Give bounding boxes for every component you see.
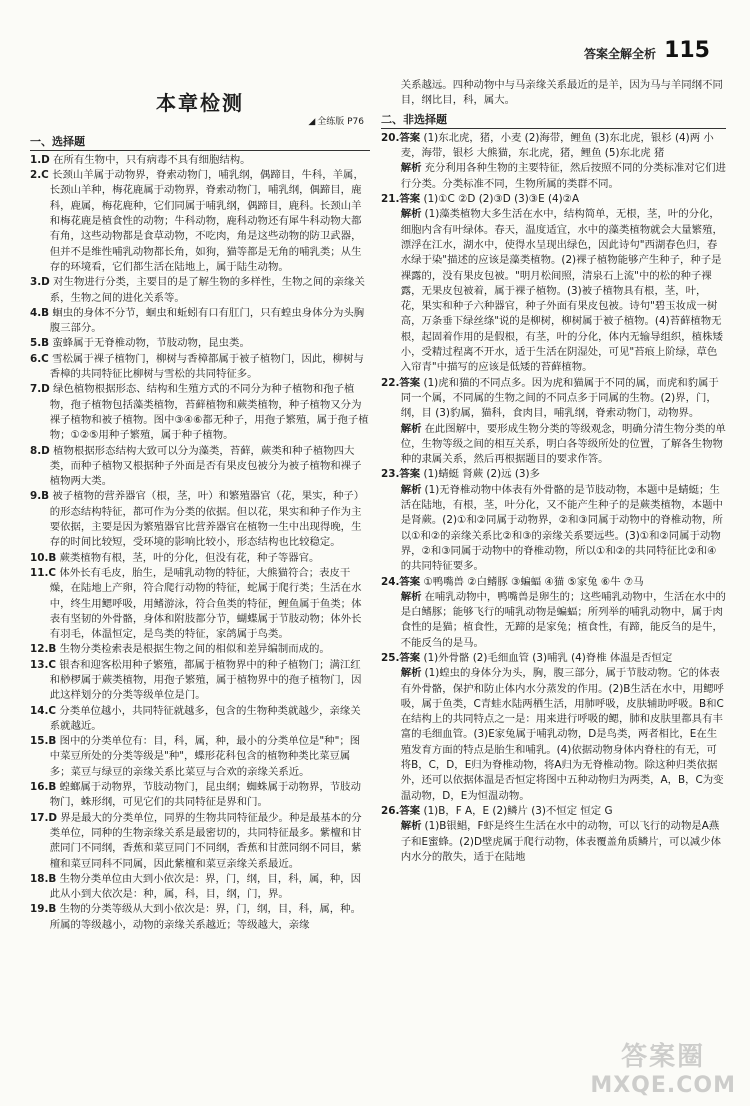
answer-label: 答案 — [399, 193, 421, 206]
choice-explanation: 长颈山羊属于动物界，脊索动物门，哺乳纲，偶蹄目，牛科，羊属，长颈山羊种，梅花鹿属于动物界，脊索动物门，哺乳纲，偶蹄目，鹿科，鹿属，梅花鹿种，它们同属于哺乳纲，偶蹄目，鹿科。长颈山羊和梅花鹿是植食性的动物；牛科动物，鹿科动物还有犀牛科动物大都有角，这些动物都是食草动物，不吃肉，角是这些动物的防卫武器，但并不是维性哺乳动物都长角，如狗，猫等都是无角的哺乳类；从生存的环境看，它们都生活在陆地上，属于陆生动物。 — [49, 169, 364, 273]
question-q22 — [381, 376, 726, 468]
question-number: 26. — [381, 804, 400, 817]
choice-item — [30, 275, 370, 306]
explanation-line — [381, 161, 726, 192]
nonchoice-list — [381, 131, 726, 865]
answer-label: 答案 — [399, 468, 421, 481]
choice-item — [30, 658, 370, 704]
question-q24 — [381, 575, 726, 651]
choice-answer: 18.B — [30, 872, 57, 885]
explanation-text: 充分利用各种生物的主要特征，然后按照不同的分类标准对它们进行分类。分类标准不同，生物所属的类群不同。 — [400, 162, 726, 190]
choice-item — [30, 336, 370, 351]
choice-answer: 15.B — [30, 735, 57, 748]
choice-item — [30, 780, 370, 811]
answer-line — [381, 651, 726, 666]
answer-line — [381, 804, 726, 819]
question-number: 23. — [381, 468, 400, 481]
choice-answer: 9.B — [30, 490, 50, 503]
question-q21 — [381, 192, 726, 376]
answer-label: 答案 — [399, 575, 421, 588]
question-q23 — [381, 467, 726, 574]
question-number: 24. — [381, 575, 400, 588]
choice-explanation: 雪松属于裸子植物门，柳树与香樟都属于被子植物门，因此，柳树与香樟的共同特征比柳树与雪松的共同特征多。 — [49, 352, 364, 381]
choice-answer: 19.B — [30, 903, 57, 916]
choice-list — [30, 153, 370, 933]
explanation-text: 在此图解中，要形成生物分类的等级观念，明确分清生物分类的单位，生物等级之间的相互关系，明白各等级所处的位置，了解各生物物种的隶属关系，然后再根据题目的要求作答。 — [400, 422, 726, 466]
answer-line — [381, 192, 726, 207]
answer-line — [381, 131, 726, 162]
explanation-label: 解析 — [400, 162, 422, 175]
explanation-text: (1)无脊椎动物中体表有外骨骼的是节肢动物，本题中是蜻蜓；生活在陆地，有根，茎，叶分化，又不能产生种子的是蕨类植物，本题中是肾蕨。(2)①和②同属于动物界，②和③同属于动物中的脊椎动物，所以①和②的亲缘关系比②和③的亲缘关系要远些。(3)①和②同属于动物界，②和③同属于动物中的脊椎动物，所以①和②的共同特征比②和④的共同特征要多。 — [400, 483, 723, 573]
choice-answer: 3.D — [30, 276, 50, 289]
explanation-text: 在哺乳动物中，鸭嘴兽是卵生的；这些哺乳动物中，生活在水中的是白鳍豚；能够飞行的哺乳动物是蝙蝠；所列举的哺乳动物中，属于肉食性的是猫；植食性，无蹄的是家兔；植食性，有蹄，能反刍的是牛，不能反刍的是马。 — [400, 590, 726, 649]
question-q26 — [381, 804, 726, 865]
question-number: 21. — [381, 193, 400, 206]
choice-answer: 13.C — [30, 658, 57, 671]
explanation-text: (1)B银鲳，F虾是终生生活在水中的动物，可以飞行的动物是A燕子和E蜜蜂。(2)D壁虎属于爬行动物，体表覆盖角质鳞片，可以减少体内水分的散失，适于在陆地 — [400, 820, 721, 863]
watermark-logo — [590, 1036, 736, 1098]
explanation-label: 解析 — [400, 820, 422, 833]
answer-label: 答案 — [399, 804, 421, 817]
choice-item — [30, 168, 370, 275]
answer-text: (1)虎和猫的不同点多。因为虎和猫属于不同的属，而虎和豹属于同一个属，不同属的生物之间的不同点多于同属的生物。(2)界，门，纲，目 (3)豹属，猫科，食肉目，哺乳纲，脊索动物门，动物界。 — [400, 376, 719, 420]
explanation-label: 解析 — [400, 483, 422, 496]
explanation-line — [381, 422, 726, 468]
explanation-line — [381, 483, 726, 575]
question-number: 22. — [381, 376, 400, 389]
answer-text: (1)B，F A，E (2)鳞片 (3)不恒定 恒定 G — [423, 804, 613, 817]
choice-explanation: 银杏和迎客松用种子繁殖，都属于植物界中的种子植物门；满江红和桫椤属于蕨类植物，用孢子繁殖，属于植物界中的孢子植物门，因此这样划分的分类等级单位是门。 — [49, 658, 362, 702]
choice-answer: 1.D — [30, 153, 50, 166]
answer-line — [381, 575, 726, 590]
answer-label: 答案 — [399, 651, 421, 664]
choice-item — [30, 734, 370, 780]
explanation-text: (1)蝗虫的身体分为头，胸，腹三部分，属于节肢动物。它的体表有外骨骼，保护和防止体内水分蒸发的作用。(2)B生活在水中，用鳃呼吸，属于鱼类，C青蛙水陆两栖生活，用肺呼吸，皮肤辅助呼吸。B和C在结构上的共同特点之一是：用来进行呼吸的鳃，肺和皮肤里都具有丰富的毛细血管。(3)E家兔属于哺乳动物，D是鸟类，两者相比，E在生殖发育方面的特点是胎生和哺乳。(4)依据动物身体内脊柱的有无，可将B，C，D，E归为脊椎动物，将A归为无脊椎动物。除这种归类依据外，还可以依据体温是否恒定将图中五种动物归为两类，A，B，C为变温动物，D，E为恒温动物。 — [400, 667, 724, 802]
continued-text: 关系越远。四种动物中与马亲缘关系最近的是羊，因为马与羊同纲不同目，纲比目，科，属大。 — [400, 79, 723, 107]
choice-answer: 16.B — [30, 781, 57, 794]
question-number: 25. — [381, 651, 400, 664]
watermark-line1: 答案圈 — [621, 1042, 706, 1072]
answer-text: (1)①C ②D (2)③D (3)③E (4)②A — [423, 193, 580, 206]
choice-answer: 7.D — [30, 383, 50, 396]
page-number: 115 — [664, 38, 710, 63]
answer-text: (1)蜻蜓 肾蕨 (2)远 (3)多 — [423, 468, 540, 481]
choice-item — [30, 704, 370, 735]
explanation-line — [381, 819, 726, 865]
answer-line — [381, 376, 726, 422]
choice-explanation: 对生物进行分类，主要目的是了解生物的多样性，生物之间的亲缘关系，生物之间的进化关系等。 — [49, 276, 365, 304]
answer-text: (1)外骨骼 (2)毛细血管 (3)哺乳 (4)脊椎 体温是否恒定 — [423, 651, 673, 664]
choice-item — [30, 489, 370, 550]
choice-answer: 14.C — [30, 704, 57, 717]
question-q20 — [381, 131, 726, 192]
watermark-line2: MXQE.COM — [590, 1073, 736, 1098]
choice-item — [30, 902, 370, 933]
pencil-arrow-icon: ◢ — [308, 117, 316, 128]
header-label: 答案全解全析 — [584, 47, 657, 61]
choice-item — [30, 153, 370, 168]
choice-explanation: 界是最大的分类单位，同界的生物共同特征最少。种是最基本的分类单位，同种的生物亲缘关系是最密切的，共同特征最多。紫檀和甘蔗同门不同纲，香蕉和菜豆同门不同纲，香蕉和甘蔗同纲不同目，紫檀和菜豆同科不同属，因此紫檀和菜豆亲缘关系最近。 — [49, 811, 362, 870]
choice-explanation: 蕨类植物有根，茎，叶的分化，但没有花，种子等器官。 — [59, 551, 320, 564]
answer-label: 答案 — [399, 131, 421, 144]
choice-item — [30, 382, 370, 443]
choice-item — [30, 872, 370, 903]
choice-explanation: 绿色植物根据形态、结构和生殖方式的不同分为种子植物和孢子植物，孢子植物包括藻类植物，苔藓植物和蕨类植物，种子植物又分为裸子植物和被子植物。图中③④⑥都无种子，用孢子繁殖，属于孢子植物；①②⑤用种子繁殖，属于种子植物。 — [49, 383, 369, 442]
choice-answer: 2.C — [30, 169, 49, 182]
choice-item — [30, 444, 370, 490]
explanation-label: 解析 — [400, 422, 422, 435]
choice-answer: 17.D — [30, 811, 58, 824]
choice-item — [30, 306, 370, 337]
page-header — [584, 40, 710, 62]
choice-answer: 5.B — [30, 337, 50, 350]
choice-answer: 10.B — [30, 551, 57, 564]
explanation-line — [381, 207, 726, 375]
reference-text: 全练版 P76 — [317, 117, 364, 128]
choice-item — [30, 352, 370, 383]
question-q25 — [381, 651, 726, 804]
answer-line — [381, 467, 726, 482]
choice-explanation: 在所有生物中，只有病毒不具有细胞结构。 — [53, 153, 251, 166]
reference — [30, 115, 364, 130]
chapter-title: 本章检测 — [156, 91, 244, 115]
answer-text: (1)东北虎，猪，小麦 (2)海带，鲤鱼 (3)东北虎，银杉 (4)两 小麦，海带，银杉 大熊猫，东北虎，猪，鲤鱼 (5)东北虎 猪 — [400, 131, 714, 160]
choice-explanation: 生物分类检索表是根据生物之间的相似和差异编制而成的。 — [59, 643, 330, 656]
choice-explanation: 体外长有毛皮，胎生，是哺乳动物的特征，大熊猫符合；表皮干燥，在陆地上产卵，符合爬行动物的特征，蛇属于爬行类；生活在水中，终生用鳃呼吸，用鳍游泳，符合鱼类的特征，鲤鱼属于鱼类；体表有坚韧的外骨骼，身体和附肢都分节，蝴蝶属于节肢动物；体外长有羽毛，体温恒定，是鸟类的特征，家鸽属于鸟类。 — [49, 566, 362, 641]
choice-item — [30, 811, 370, 872]
choice-answer: 4.B — [30, 306, 50, 319]
choice-explanation: 蝗螂属于动物界，节肢动物门，昆虫纲；蜘蛛属于动物界，节肢动物门，蛛形纲，可见它们的共同特征是界和门。 — [49, 781, 361, 809]
choice-explanation: 生物分类单位由大到小依次是：界，门，纲，目，科，属，种，因此从小到大依次是：种，属，科，目，纲，门，界。 — [49, 872, 361, 901]
explanation-line — [381, 666, 726, 804]
choice-item — [30, 642, 370, 657]
choice-explanation: 图中的分类单位有：目，科，属，种，最小的分类单位是"种"；图中菜豆所处的分类等级是"种"，蝶形花科包含的植物种类比菜豆属多；菜豆与绿豆的亲缘关系比菜豆与合欢的亲缘关系近。 — [49, 735, 361, 778]
choice-item — [30, 551, 370, 566]
section-nonchoice: 二、非选择题 — [381, 112, 726, 129]
explanation-label: 解析 — [400, 667, 422, 680]
choice-explanation: 被子植物的营养器官（根，茎，叶）和繁殖器官（花，果实，种子）的形态结构特征，都可作为分类的依据。但以花，果实和种子作为主要依据，主要是因为繁殖器官比营养器官在植物一生中出现得晚，生存的时间比较短，受环境的影响比较小，形态结构也比较稳定。 — [49, 490, 365, 549]
choice-answer: 12.B — [30, 643, 57, 656]
answer-label: 答案 — [399, 376, 421, 389]
choice-answer: 11.C — [30, 566, 57, 579]
right-column — [381, 78, 726, 865]
choice-item — [30, 566, 370, 642]
question-number: 20. — [381, 131, 400, 144]
choice-explanation: 植物根据形态结构大致可以分为藻类，苔藓，蕨类和种子植物四大类，而种子植物又根据种子外面是否有果皮包被分为被子植物和裸子植物两大类。 — [49, 444, 362, 488]
choice-explanation: 分类单位越小，共同特征就越多，包含的生物种类就越少，亲缘关系就越近。 — [49, 704, 361, 732]
section-choice: 一、选择题 — [30, 134, 370, 151]
explanation-line — [381, 590, 726, 651]
choice-explanation: 蛔虫的身体不分节，蛔虫和蚯蚓有口有肛门，只有蝗虫身体分为头胸腹三部分。 — [49, 306, 365, 335]
left-column — [30, 92, 370, 933]
choice-answer: 6.C — [30, 352, 49, 365]
choice-explanation: 蛮蜂属于无脊椎动物，节肢动物，昆虫类。 — [52, 337, 250, 350]
choice-answer: 8.D — [30, 444, 50, 457]
explanation-text: (1)藻类植物大多生活在水中，结构简单，无根，茎，叶的分化，细胞内含有叶绿体。春天，温度适宜，水中的藻类植物就会大量繁殖，漂浮在江水，湖水中，使得水呈现出绿色，因此诗句"西湖春色归，春水绿于染"描述的应该是藻类植物。(2)裸子植物能够产生种子，种子是裸露的，没有果皮包被。"明月松间照，清泉石上流"中的松的种子裸露，无果皮包被着，属于裸子植物。(3)被子植物具有根，茎，叶，花，果实和种子六种器官，种子外面有果皮包被。诗句"碧玉妆成一树高，万条垂下绿丝绦"说的是柳树，柳树属于被子植物。(4)苔藓植物无根，起固着作用的是假根，有茎，叶的分化，体内无输导组织，植株矮小，受精过程离不开水，适于生活在阴湿处，可见"苔痕上阶绿，草色入帘青"中描写的应该是低矮的苔藓植物。 — [400, 208, 723, 374]
answer-text: ①鸭嘴兽 ②白鳍豚 ③蝙蝠 ④猫 ⑤家兔 ⑥牛 ⑦马 — [423, 575, 644, 588]
explanation-label: 解析 — [400, 208, 422, 221]
choice-explanation: 生物的分类等级从大到小依次是：界，门，纲，目，科，属，种。所属的等级越小，动物的亲缘关系越近；等级越大，亲缘 — [49, 903, 361, 931]
explanation-label: 解析 — [400, 590, 422, 603]
